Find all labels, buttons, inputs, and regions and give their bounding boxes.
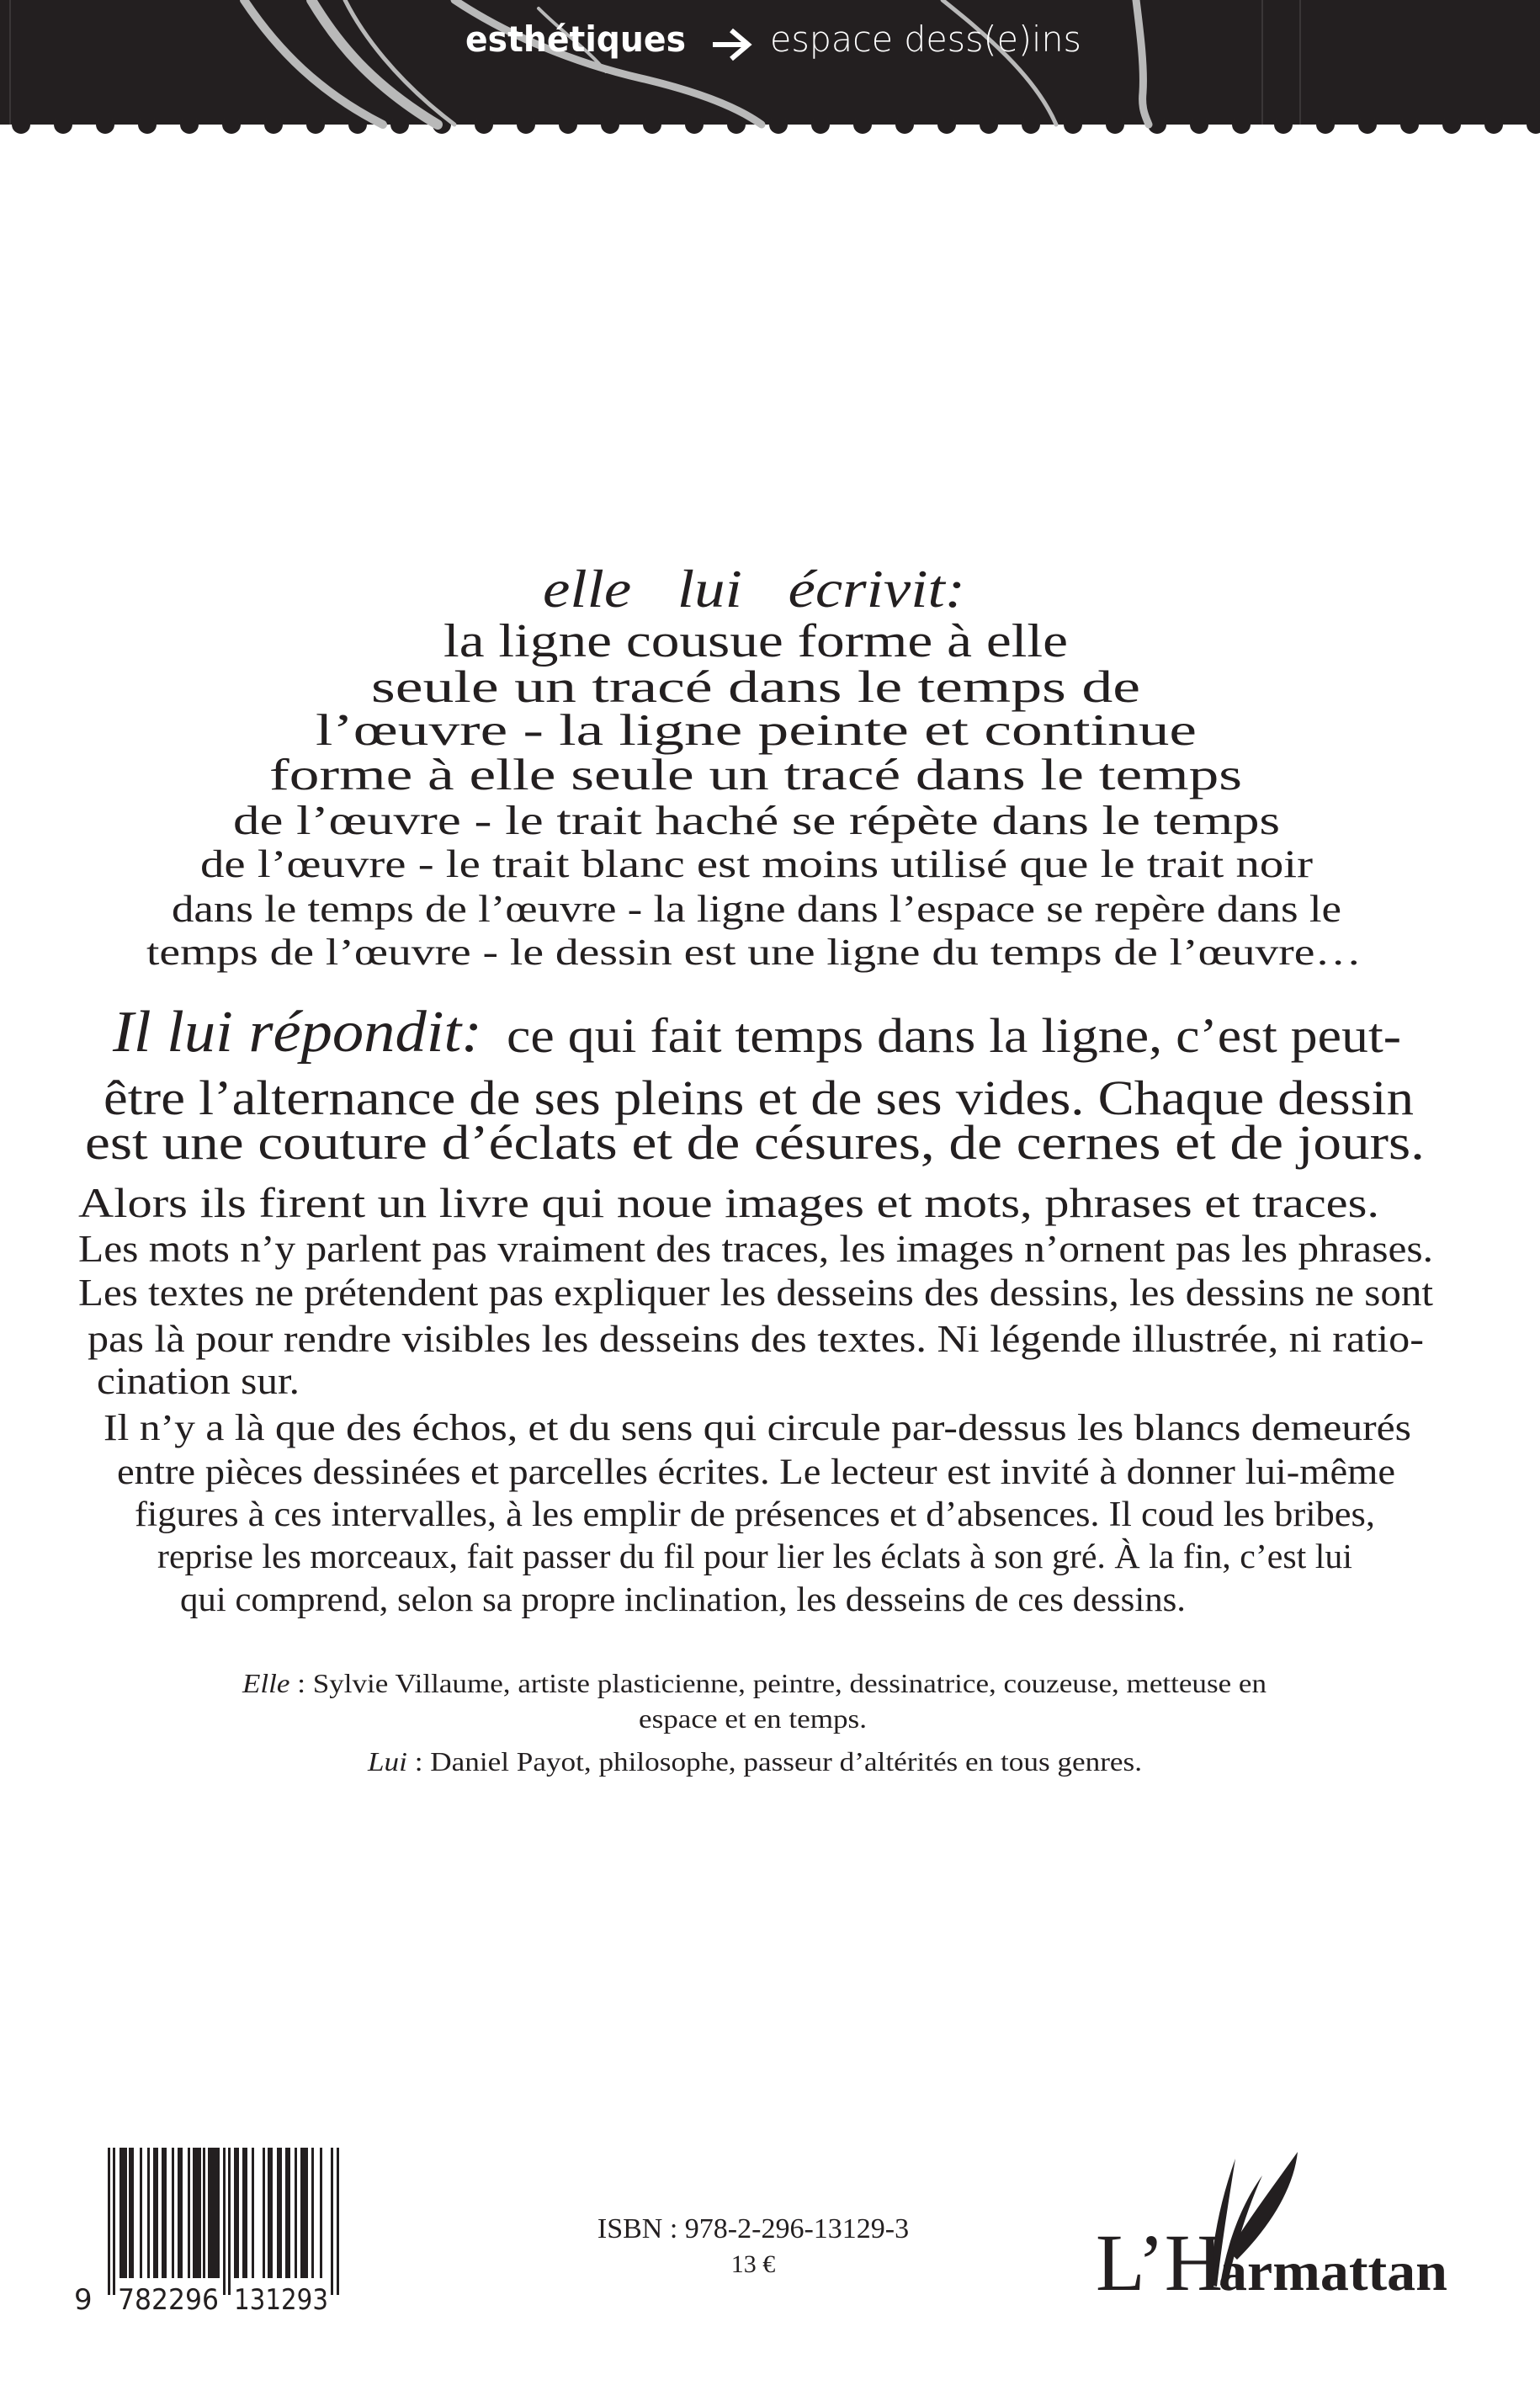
poem-line: la ligne cousue forme à elle (443, 615, 1068, 667)
collection-name: espace dess(e)ins (770, 19, 1081, 60)
reply-line: ce qui fait temps dans la ligne, c’est peut- (507, 1008, 1401, 1063)
series-title (0, 19, 1540, 72)
barcode-left-digits: 782296 (118, 2283, 219, 2313)
isbn-number: ISBN : 978-2-296-13129-3 (597, 2213, 910, 2244)
poem-line: temps de l’œuvre - le dessin est une ligne du temps de l’œuvre… (146, 932, 1362, 973)
body-line: qui comprend, selon sa propre inclination, les desseins de ces dessins. (180, 1580, 1186, 1618)
credit-elle-label: Elle (242, 1668, 290, 1698)
poem-line: de l’œuvre - le trait blanc est moins utilisé que le trait noir (200, 842, 1313, 886)
poem-line: de l’œuvre - le trait haché se répète dans le temps (233, 797, 1280, 843)
barcode-lead-digit: 9 (74, 2283, 93, 2313)
body-line: figures à ces intervalles, à les emplir de présences et d’absences. Il coud les bribes, (135, 1495, 1376, 1534)
poem-line: dans le temps de l’œuvre - la ligne dans l’espace se repère dans le (172, 888, 1341, 930)
body-line: Les mots n’y parlent pas vraiment des traces, les images n’ornent pas les phrases. (78, 1227, 1433, 1270)
body-line: cination sur. (97, 1359, 300, 1402)
reply-line: est une couture d’éclats et de césures, de cernes et de jours. (85, 1115, 1425, 1170)
credit-lui-label: Lui (368, 1746, 407, 1777)
reply-line: être l’alternance de ses pleins et de ses vides. Chaque dessin (104, 1070, 1414, 1125)
body-line: Il n’y a là que des échos, et du sens qui circule par-dessus les blancs demeurés (104, 1407, 1412, 1448)
poem-line: l’œuvre - la ligne peinte et continue (316, 706, 1197, 755)
poem-line: forme à elle seule un tracé dans le temps (269, 751, 1242, 799)
series-name: esthétiques (465, 19, 686, 60)
body-line: reprise les morceaux, fait passer du fil pour lier les éclats à son gré. À la fin, c’est lui (157, 1537, 1352, 1575)
body-line: pas là pour rendre visibles les desseins des textes. Ni légende illustrée, ni ratio- (88, 1317, 1424, 1360)
isbn-barcode (67, 2144, 421, 2313)
right-arrow-icon (709, 27, 753, 62)
body-line: Les textes ne prétendent pas expliquer les desseins des dessins, les dessins ne sont (78, 1271, 1433, 1314)
credit-elle-continued: espace et en temps. (639, 1703, 867, 1734)
body-line: entre pièces dessinées et parcelles écrites. Le lecteur est invité à donner lui-même (117, 1453, 1395, 1492)
body-line: Alors ils firent un livre qui noue images et mots, phrases et traces. (78, 1179, 1379, 1226)
poem-heading: elle lui écrivit: (543, 559, 965, 619)
reply-heading: Il lui répondit: (113, 1000, 482, 1065)
credit-lui: Lui : Daniel Payot, philosophe, passeur d’altérités en tous genres. (368, 1746, 1143, 1777)
isbn-price-block (539, 2213, 968, 2279)
series-header-band (0, 0, 1540, 135)
credit-elle: Elle : Sylvie Villaume, artiste plasticienne, peintre, dessinatrice, couzeuse, metteuse en (242, 1668, 1267, 1698)
publisher-logo-prefix: L’H (1096, 2218, 1224, 2302)
publisher-logo-name: armattan (1219, 2241, 1447, 2302)
publisher-logo (1094, 2142, 1456, 2302)
barcode-right-digits: 131293 (234, 2283, 328, 2313)
price: 13 € (730, 2250, 776, 2278)
poem-line: seule un tracé dans le temps de (371, 661, 1140, 712)
